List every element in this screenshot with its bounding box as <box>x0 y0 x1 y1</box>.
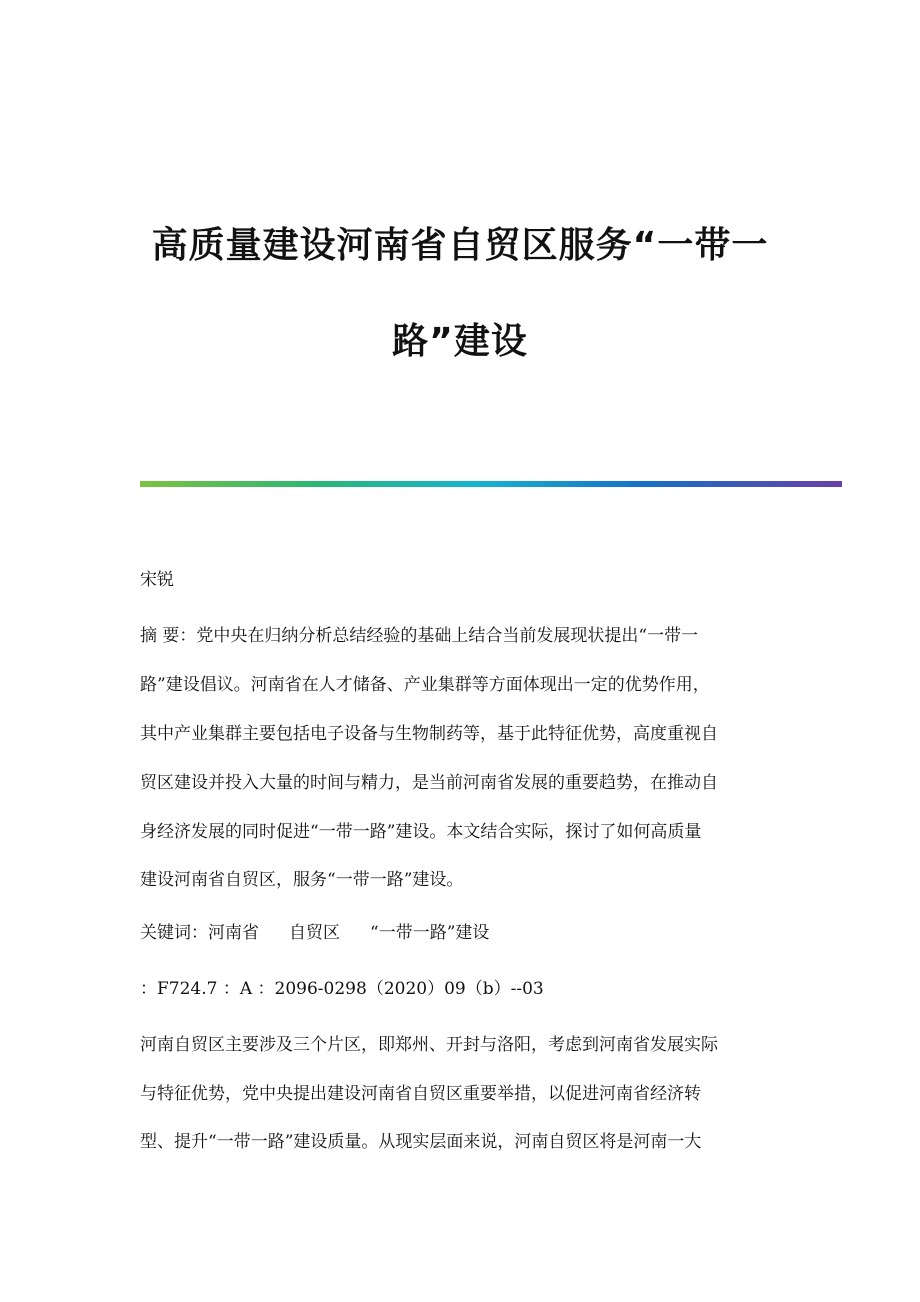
abstract-line-5: 身经济发展的同时促进“一带一路”建设。本文结合实际，探讨了如何高质量 <box>140 822 702 842</box>
abstract-line-2: 路”建设倡议。河南省在人才储备、产业集群等方面体现出一定的优势作用， <box>140 675 710 695</box>
keywords-line <box>140 923 780 943</box>
abstract-line-3: 其中产业集群主要包括电子设备与生物制药等，基于此特征优势，高度重视自 <box>140 724 718 744</box>
keyword: 河南省 <box>208 923 259 943</box>
keyword: “一带一路”建设 <box>370 923 490 943</box>
keywords-label: 关键词： <box>140 923 208 943</box>
body-line-3: 型、提升“一带一路”建设质量。从现实层面来说，河南自贸区将是河南一大 <box>140 1132 702 1152</box>
classification-line: ：F724.7 ：A ：2096-0298（2020）09（b）--03 <box>140 979 544 999</box>
document-title-line-2: 路”建设 <box>392 321 528 362</box>
title-divider <box>140 481 842 487</box>
document-title-line-1: 高质量建设河南省自贸区服务“一带一 <box>151 225 769 266</box>
body-line-2: 与特征优势，党中央提出建设河南省自贸区重要举措，以促进河南省经济转 <box>140 1084 701 1104</box>
author: 宋锐 <box>140 570 174 590</box>
abstract-line-4: 贸区建设并投入大量的时间与精力，是当前河南省发展的重要趋势，在推动自 <box>140 773 718 793</box>
body-line-1: 河南自贸区主要涉及三个片区，即郑州、开封与洛阳，考虑到河南省发展实际 <box>140 1035 718 1055</box>
abstract-line-6: 建设河南省自贸区，服务“一带一路”建设。 <box>140 870 464 890</box>
keyword: 自贸区 <box>289 923 340 943</box>
abstract-line-1: 摘 要：党中央在归纳分析总结经验的基础上结合当前发展现状提出“一带一 <box>140 626 699 646</box>
